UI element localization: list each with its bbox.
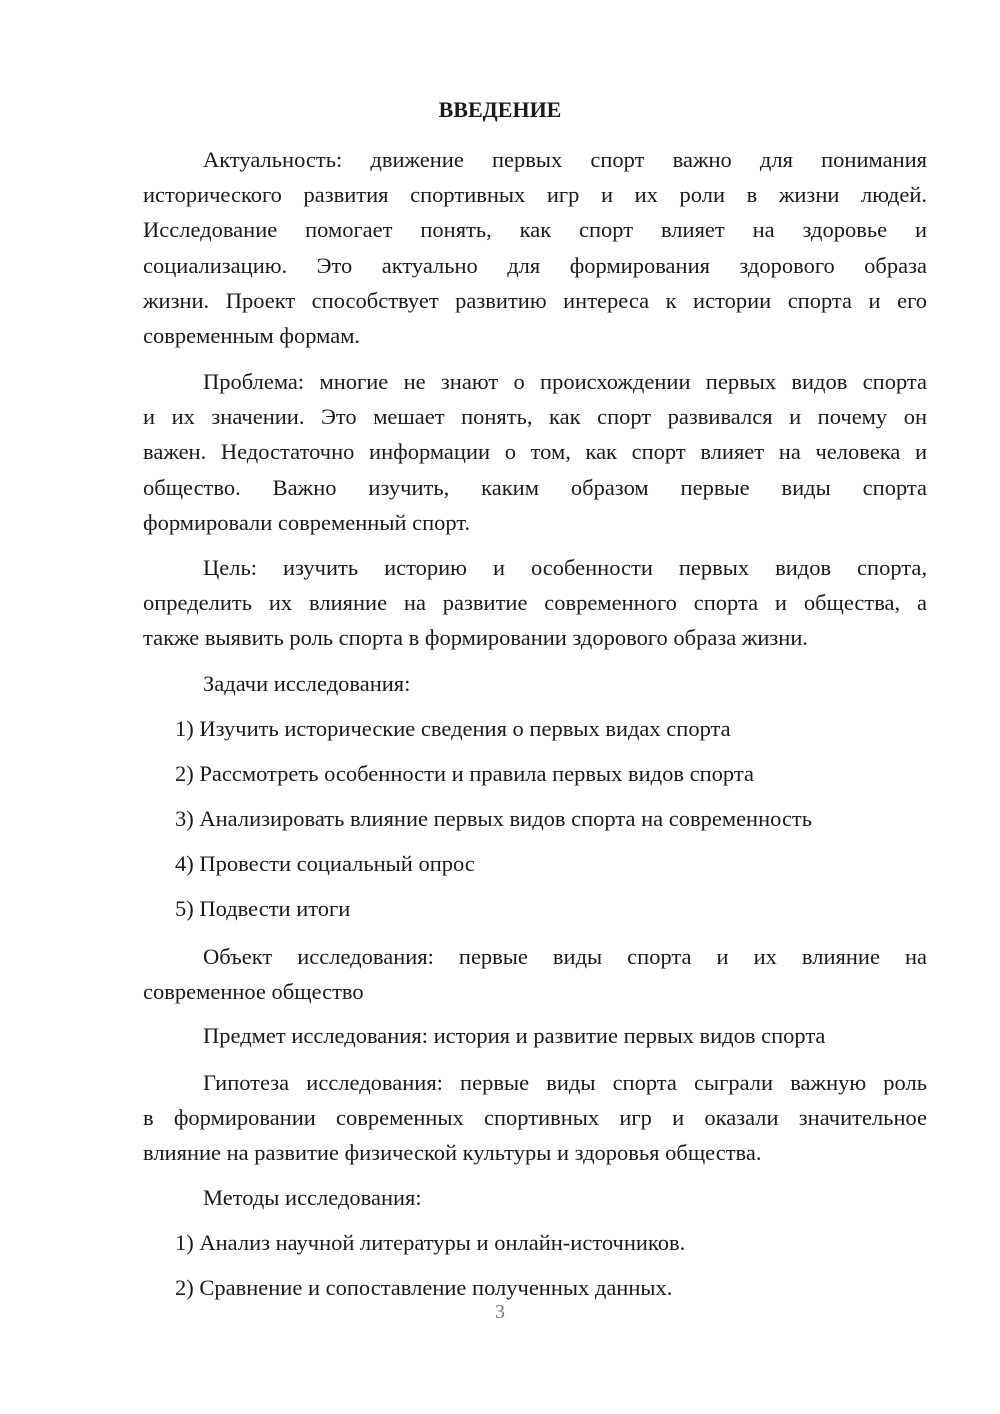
paragraph-line: Объект исследования: первые виды спорта и их влияние на bbox=[203, 944, 927, 969]
task-item: 2) Рассмотреть особенности и правила первых видов спорта bbox=[175, 761, 754, 786]
paragraph-line: определить их влияние на развитие современного спорта и общества, а bbox=[143, 590, 927, 616]
task-item: 1) Изучить исторические сведения о первых видах спорта bbox=[175, 716, 731, 741]
paragraph-line: Проблема: многие не знают о происхождении первых видов спорта bbox=[203, 369, 927, 394]
page-title: ВВЕДЕНИЕ bbox=[438, 97, 562, 122]
task-item: 4) Провести социальный опрос bbox=[175, 851, 475, 876]
tasks-heading: Задачи исследования: bbox=[203, 671, 411, 696]
paragraph-line: важен. Недостаточно информации о том, как спорт влияет на человека и bbox=[143, 439, 927, 465]
method-item: 2) Сравнение и сопоставление полученных данных. bbox=[175, 1275, 673, 1300]
paragraph-line: влияние на развитие физической культуры и здоровья общества. bbox=[143, 1140, 762, 1166]
paragraph-line: современное общество bbox=[143, 979, 364, 1005]
paragraph-line: социализацию. Это актуально для формирования здорового образа bbox=[143, 252, 927, 278]
paragraph-line: формировали современный спорт. bbox=[143, 509, 471, 535]
relevance-paragraph bbox=[143, 142, 927, 353]
page-number: 3 bbox=[495, 1301, 505, 1323]
paragraph-line: в формировании современных спортивных игр и оказали значительное bbox=[143, 1105, 927, 1131]
paragraph-line: Исследование помогает понять, как спорт влияет на здоровье и bbox=[143, 217, 927, 243]
method-item: 1) Анализ научной литературы и онлайн-источников. bbox=[175, 1230, 686, 1255]
paragraph-line: Цель: изучить историю и особенности первых видов спорта, bbox=[203, 555, 927, 580]
paragraph-line: Актуальность: движение первых спорт важно для понимания bbox=[203, 147, 927, 172]
paragraph-line: исторического развития спортивных игр и их роли в жизни людей. bbox=[143, 182, 927, 208]
paragraph-line: общество. Важно изучить, каким образом первые виды спорта bbox=[143, 474, 927, 500]
task-item: 3) Анализировать влияние первых видов спорта на современность bbox=[175, 806, 813, 831]
object-paragraph bbox=[143, 939, 927, 1009]
hypothesis-paragraph bbox=[143, 1065, 927, 1171]
goal-paragraph bbox=[143, 550, 927, 656]
subject-line: Предмет исследования: история и развитие первых видов спорта bbox=[203, 1023, 826, 1048]
task-item: 5) Подвести итоги bbox=[175, 896, 351, 921]
paragraph-line: и их значении. Это мешает понять, как спорт развивался и почему он bbox=[143, 404, 927, 430]
paragraph-line: жизни. Проект способствует развитию интереса к истории спорта и его bbox=[143, 287, 927, 313]
paragraph-line: также выявить роль спорта в формировании здорового образа жизни. bbox=[143, 625, 809, 651]
problem-paragraph bbox=[143, 364, 927, 540]
methods-heading: Методы исследования: bbox=[203, 1185, 422, 1210]
paragraph-line: современным формам. bbox=[143, 323, 361, 349]
paragraph-line: Гипотеза исследования: первые виды спорта сыграли важную роль bbox=[203, 1070, 927, 1095]
